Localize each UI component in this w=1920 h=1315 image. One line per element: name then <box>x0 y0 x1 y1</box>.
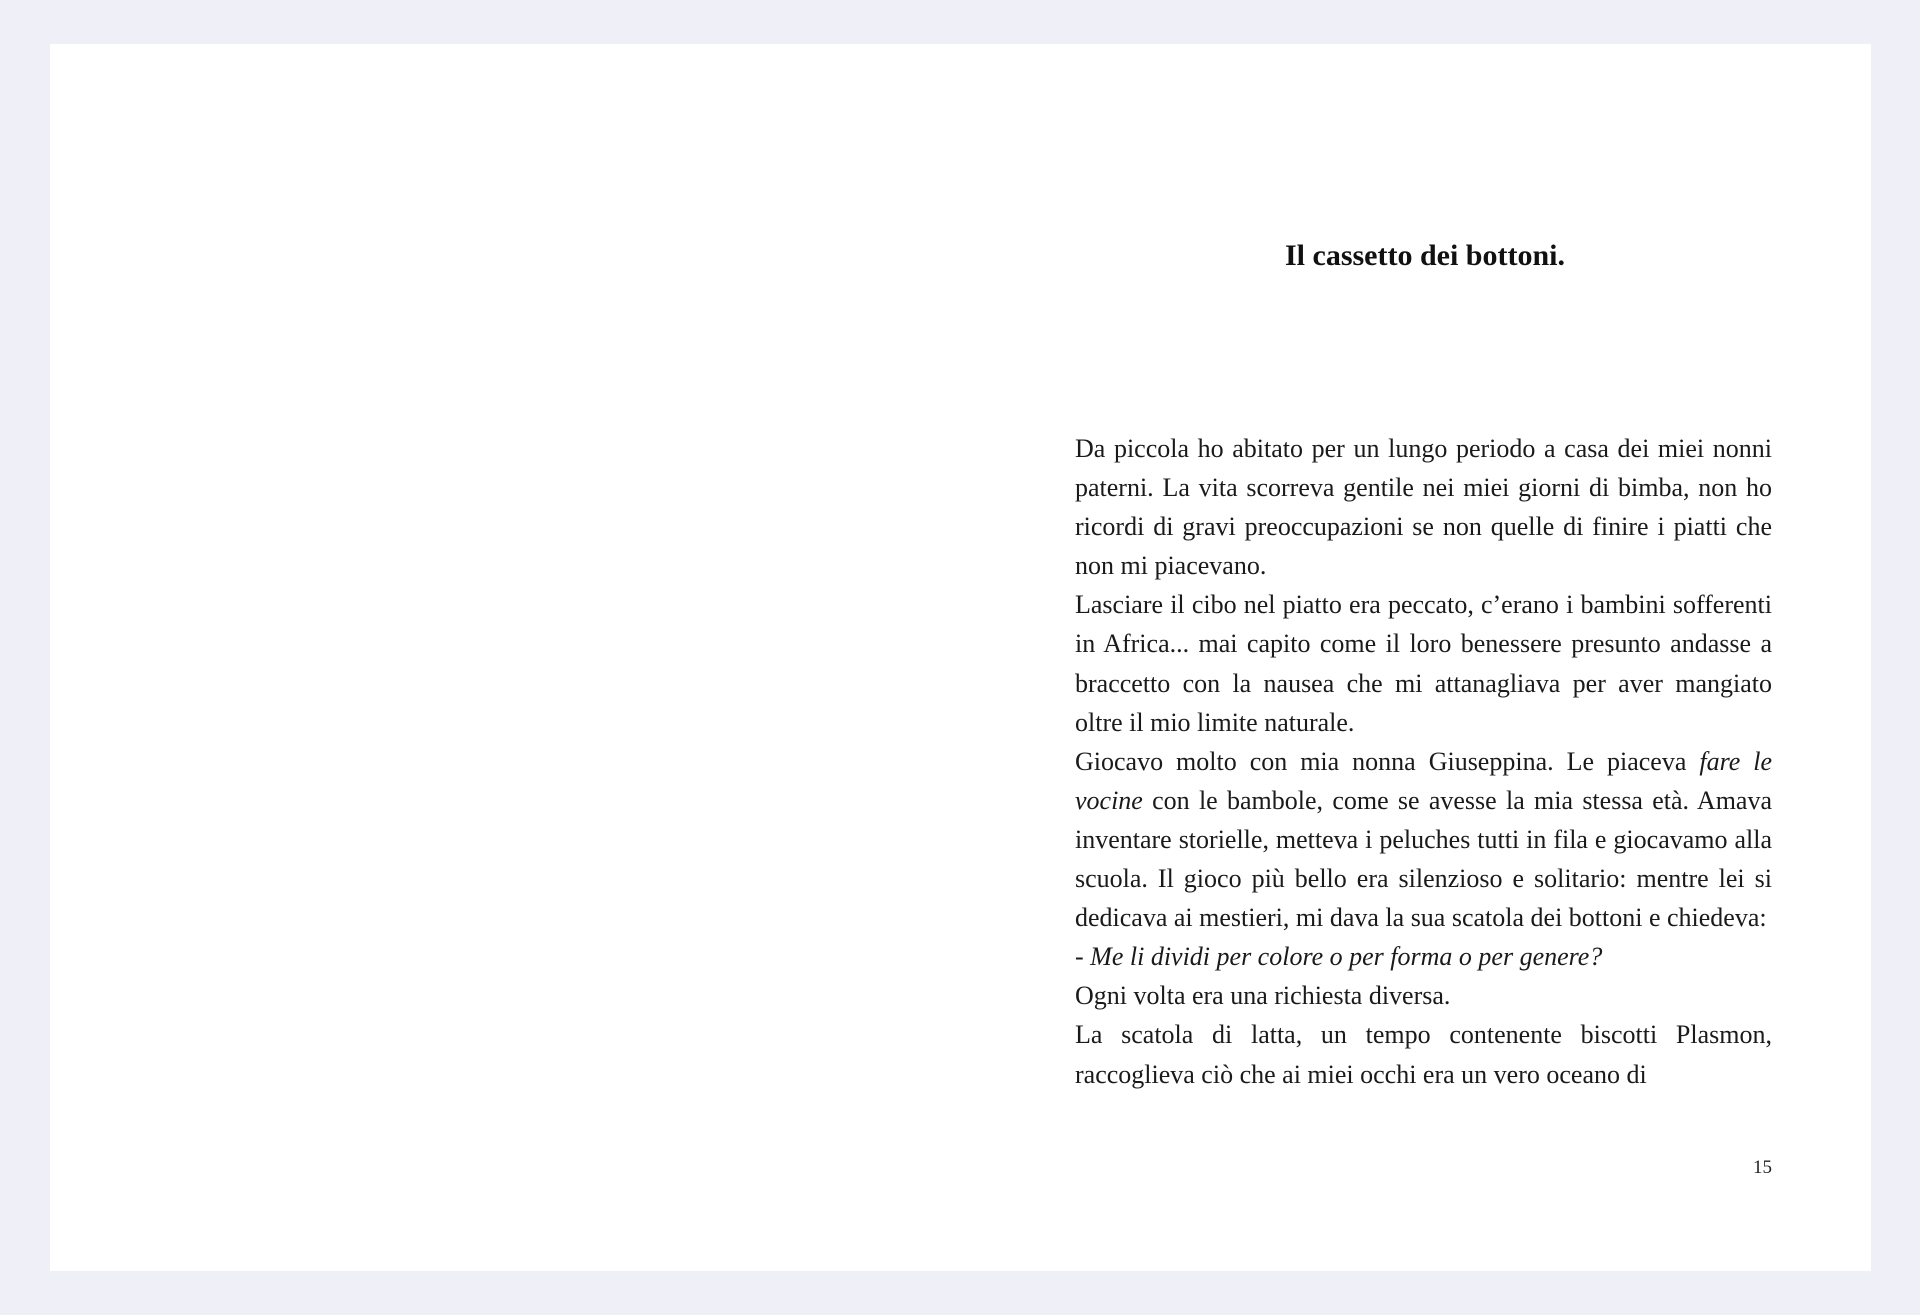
right-page <box>960 44 1871 1271</box>
paragraph <box>1075 742 1772 937</box>
paragraph: Da piccola ho abitato per un lungo periodo a casa dei miei nonni paterni. La vita scorreva gentile nei miei giorni di bimba, non ho ricordi di gravi preoccupazioni se non quelle di finire i piatti che non mi piacevano. <box>1075 434 1772 581</box>
paragraph: La scatola di latta, un tempo contenente biscotti Plasmon, raccoglieva ciò che ai miei occhi era un vero oceano di <box>1075 1020 1772 1089</box>
page-number: 15 <box>1753 1157 1772 1178</box>
book-spread <box>50 44 1871 1271</box>
chapter-body <box>1075 429 1772 1094</box>
italic-phrase: fare le vocine <box>1075 746 1772 815</box>
chapter-title: Il cassetto dei bottoni. <box>1285 239 1565 272</box>
text-run: con le bambole, come se avesse la mia stessa età. Amava inventare storielle, metteva i peluches tutti in fila e giocavamo alla scuola. Il gioco più bello era silenzioso e solitario: mentre lei si dedicava ai mestieri, mi dava la sua scatola dei bottoni e chiedeva: <box>1075 785 1772 933</box>
paragraph: Lasciare il cibo nel piatto era peccato, c’erano i bambini sofferenti in Africa... mai capito come il loro benessere presunto andasse a braccetto con la nausea che mi attanagliava per aver mangiato oltre il mio limite naturale. <box>1075 590 1772 737</box>
dialogue-dash: - <box>1075 942 1091 972</box>
left-page-blank <box>50 44 960 1271</box>
text-run: Giocavo molto con mia nonna Giuseppina. Le piaceva <box>1075 746 1700 776</box>
dialogue-line <box>1075 937 1772 976</box>
paragraph: Ogni volta era una richiesta diversa. <box>1075 981 1451 1011</box>
dialogue-text: Me li dividi per colore o per forma o per genere? <box>1090 942 1603 972</box>
